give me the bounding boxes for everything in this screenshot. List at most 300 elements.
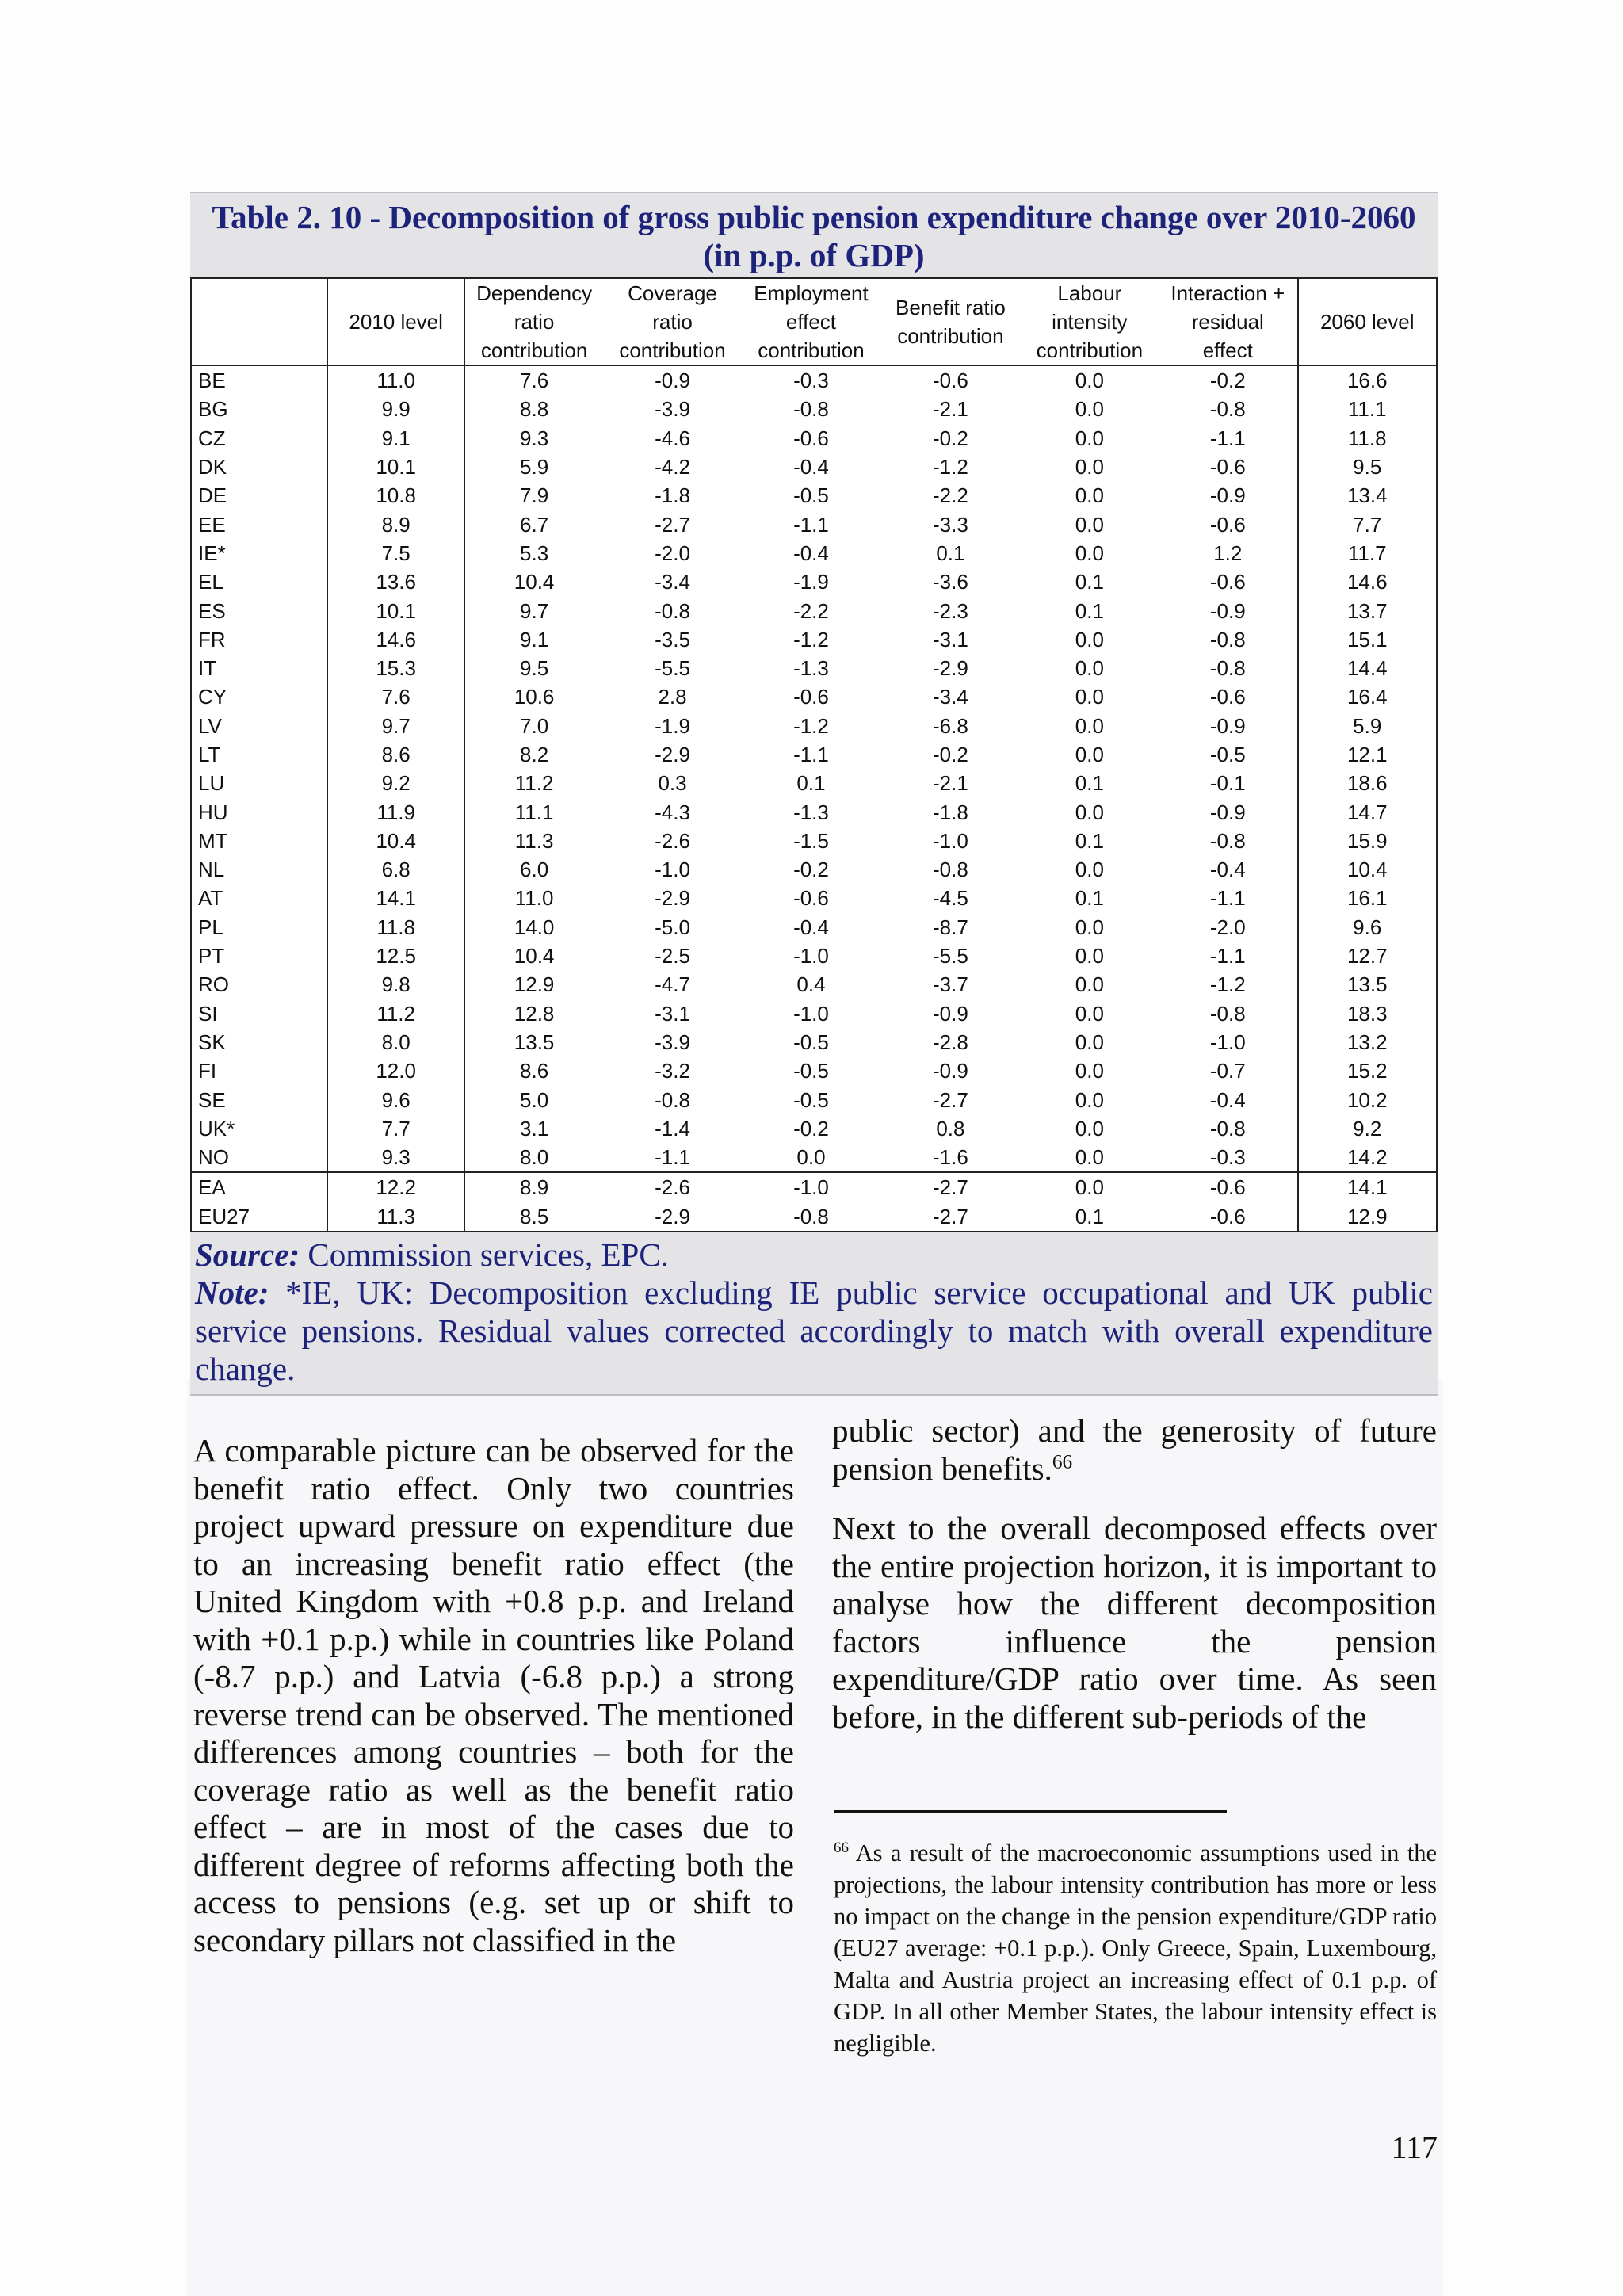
cell-benefit-ratio: -2.7 [933,1087,968,1112]
cell-employment: -1.3 [793,800,829,824]
cell-labour-intensity: 0.0 [1075,1116,1104,1140]
cell-level-2060: 15.2 [1298,1056,1438,1085]
cell-benefit-ratio: -0.2 [933,426,968,450]
table-row [191,884,1437,912]
cell-employment: -1.3 [793,656,829,681]
table-row [191,999,1437,1028]
header-2060-level: 2060 level [1298,278,1438,365]
cell-employment: -0.6 [793,886,829,911]
cell-country: EU27 [198,1204,250,1228]
cell-country: UK* [198,1116,235,1140]
cell-level-2010: 8.9 [327,510,464,538]
cell-interaction-residual: -0.8 [1209,397,1246,422]
table-row [191,1202,1437,1232]
cell-country: FR [198,627,226,651]
cell-benefit-ratio: -8.7 [933,915,968,939]
table-row [191,1028,1437,1056]
cell-interaction-residual: -0.8 [1209,1001,1246,1026]
cell-dependency: 3.1 [464,1114,603,1143]
table-row [191,1114,1437,1143]
table-row [191,913,1437,942]
cell-level-2060: 13.7 [1298,596,1438,625]
cell-labour-intensity: 0.1 [1075,886,1104,911]
cell-level-2010: 9.9 [327,395,464,423]
cell-coverage: -2.6 [603,1172,741,1201]
table-row [191,365,1437,395]
cell-employment: -1.1 [793,512,829,537]
cell-labour-intensity: 0.0 [1075,656,1104,681]
cell-employment: -0.6 [793,426,829,450]
cell-dependency: 14.0 [464,913,603,942]
cell-employment: -1.0 [742,1172,880,1201]
table-row [191,970,1437,999]
right-column [832,1412,1437,1736]
cell-coverage: -2.9 [655,886,690,911]
left-paragraph: A comparable picture can be observed for the benefit ratio effect. Only two countries project upward pressure on expenditure due to an increasing benefit ratio effect (the United Kingdom with +0.8 p.p. and Ireland with +0.1 p.p.) while in countries like Poland (-8.7 p.p.) and Latvia (-6.8 p.p.) a strong reverse trend can be observed. The mentioned differences among countries – both for the coverage ratio as well as the benefit ratio effect – are in most of the cases due to different degree of reforms affecting both the access to pensions (e.g. set up or shift to secondary pillars not classified in the [193,1432,794,1958]
cell-labour-intensity: 0.0 [1075,685,1104,709]
cell-dependency: 8.2 [464,740,603,769]
cell-level-2010: 11.9 [327,797,464,826]
cell-country: DE [198,483,227,508]
cell-dependency: 9.3 [464,424,603,453]
cell-level-2060: 10.2 [1298,1085,1438,1114]
page-number: 117 [1391,2130,1438,2165]
cell-coverage: -3.9 [655,1030,690,1054]
cell-employment: -0.6 [793,685,829,709]
cell-coverage: -1.8 [655,483,690,508]
cell-coverage: 2.8 [658,685,687,709]
cell-benefit-ratio: 0.8 [936,1116,965,1140]
cell-dependency: 12.8 [464,999,603,1028]
cell-level-2060: 16.6 [1298,365,1438,395]
table-row [191,510,1437,538]
cell-interaction-residual: -0.8 [1209,828,1246,853]
table-row [191,1085,1437,1114]
cell-benefit-ratio: -0.8 [933,858,968,882]
table-row [191,740,1437,769]
cell-benefit-ratio: -1.6 [933,1145,968,1170]
cell-labour-intensity: 0.1 [1075,771,1104,796]
cell-interaction-residual: -0.7 [1209,1059,1246,1083]
cell-labour-intensity: 0.0 [1075,1145,1104,1170]
cell-labour-intensity: 0.0 [1075,1087,1104,1112]
cell-interaction-residual: -1.1 [1209,426,1246,450]
cell-benefit-ratio: -0.9 [933,1001,968,1026]
cell-employment: -1.5 [793,828,829,853]
cell-coverage: -4.6 [655,426,690,450]
cell-labour-intensity: 0.0 [1075,627,1104,651]
cell-benefit-ratio: -2.7 [880,1172,1020,1201]
header-dependency-ratio: Dependency ratio contribution [464,278,603,365]
cell-level-2060: 16.1 [1298,884,1438,912]
cell-country: BG [198,397,228,422]
cell-employment: -0.8 [793,397,829,422]
cell-level-2060: 16.4 [1298,682,1438,711]
cell-level-2010: 7.7 [327,1114,464,1143]
cell-level-2060: 12.7 [1298,942,1438,970]
header-coverage-ratio: Coverage ratio contribution [603,278,741,365]
cell-level-2060: 14.1 [1298,1172,1438,1201]
cell-dependency: 8.5 [464,1202,603,1232]
cell-level-2010: 9.7 [327,712,464,740]
cell-coverage: -5.5 [655,656,690,681]
cell-labour-intensity: 0.0 [1021,1172,1159,1201]
cell-coverage: -3.1 [655,1001,690,1026]
cell-employment: -1.2 [793,713,829,738]
cell-dependency: 6.7 [464,510,603,538]
cell-benefit-ratio: -3.3 [933,512,968,537]
cell-interaction-residual: 1.2 [1213,541,1243,565]
cell-country: EE [198,512,226,537]
cell-coverage: -4.7 [655,972,690,997]
cell-benefit-ratio: -6.8 [933,713,968,738]
cell-country: NO [198,1145,229,1170]
cell-country: LV [198,713,222,738]
cell-dependency: 7.0 [464,712,603,740]
cell-level-2010: 9.6 [327,1085,464,1114]
cell-level-2010: 9.3 [327,1143,464,1172]
cell-labour-intensity: 0.0 [1075,397,1104,422]
cell-labour-intensity: 0.0 [1075,483,1104,508]
header-2010-level: 2010 level [327,278,464,365]
cell-level-2060: 9.2 [1298,1114,1438,1143]
cell-level-2060: 15.9 [1298,827,1438,855]
cell-benefit-ratio: -5.5 [933,944,968,968]
table-row [191,424,1437,453]
table-notes [190,1232,1438,1396]
cell-labour-intensity: 0.0 [1075,426,1104,450]
cell-level-2010: 14.1 [327,884,464,912]
cell-level-2010: 11.8 [327,913,464,942]
cell-employment: -1.2 [793,627,829,651]
cell-coverage: -2.9 [655,1204,690,1228]
cell-dependency: 8.0 [464,1143,603,1172]
cell-employment: -0.4 [793,455,829,479]
cell-level-2010: 9.1 [327,424,464,453]
cell-labour-intensity: 0.0 [1075,858,1104,882]
cell-coverage: -2.6 [655,828,690,853]
cell-interaction-residual: -0.1 [1209,771,1246,796]
cell-employment: 0.1 [796,771,826,796]
cell-level-2060: 5.9 [1298,712,1438,740]
cell-interaction-residual: -0.6 [1209,512,1246,537]
table-row [191,539,1437,567]
cell-level-2060: 18.3 [1298,999,1438,1028]
cell-level-2060: 13.4 [1298,481,1438,510]
cell-level-2010: 13.6 [327,567,464,596]
cell-level-2060: 9.6 [1298,913,1438,942]
header-country [191,278,327,365]
cell-dependency: 11.3 [464,827,603,855]
decomposition-table [190,277,1438,1232]
cell-interaction-residual: -1.2 [1209,972,1246,997]
cell-labour-intensity: 0.1 [1075,828,1104,853]
cell-country: MT [198,828,228,853]
table-row [191,481,1437,510]
table-row [191,797,1437,826]
table-row [191,395,1437,423]
cell-labour-intensity: 0.0 [1075,713,1104,738]
right-paragraph-1: public sector) and the generosity of future pension benefits.$^{66}$ [832,1412,1437,1487]
cell-benefit-ratio: -0.2 [933,743,968,766]
cell-employment: -0.4 [793,915,829,939]
cell-coverage: -1.0 [655,858,690,882]
cell-interaction-residual: -1.1 [1209,944,1246,968]
cell-level-2010: 10.1 [327,453,464,481]
cell-employment: -0.5 [793,483,829,508]
cell-interaction-residual: -0.4 [1209,1087,1246,1112]
cell-dependency: 12.9 [464,970,603,999]
cell-level-2060: 10.4 [1298,855,1438,884]
cell-employment: -0.2 [793,858,829,882]
cell-coverage: -0.8 [655,1087,690,1112]
cell-country: NL [198,858,225,882]
cell-level-2060: 11.8 [1298,424,1438,453]
cell-dependency: 5.9 [464,453,603,481]
cell-benefit-ratio: -2.8 [933,1030,968,1054]
cell-benefit-ratio: -3.1 [933,627,968,651]
cell-benefit-ratio: -2.1 [933,771,968,796]
cell-interaction-residual: -0.6 [1159,1172,1297,1201]
cell-country: RO [198,972,229,997]
cell-benefit-ratio: -2.3 [933,598,968,623]
cell-employment: -1.0 [793,1001,829,1026]
footnote-rule [834,1810,1227,1813]
table-row [191,827,1437,855]
cell-level-2060: 13.2 [1298,1028,1438,1056]
cell-country: EL [198,570,223,594]
cell-coverage: -1.1 [655,1145,690,1170]
cell-labour-intensity: 0.0 [1075,915,1104,939]
cell-interaction-residual: -1.1 [1209,886,1246,911]
cell-interaction-residual: -0.3 [1209,1145,1246,1170]
cell-interaction-residual: -0.9 [1209,713,1246,738]
cell-benefit-ratio: 0.1 [936,541,965,565]
table-source: Source: Commission services, EPC. [195,1236,669,1273]
cell-country: EA [191,1172,327,1201]
cell-level-2060: 12.9 [1298,1202,1438,1232]
cell-level-2060: 15.1 [1298,625,1438,654]
cell-interaction-residual: -0.6 [1209,685,1246,709]
cell-dependency: 6.0 [464,855,603,884]
cell-level-2010: 15.3 [327,654,464,682]
cell-dependency: 8.6 [464,1056,603,1085]
cell-interaction-residual: -0.8 [1209,627,1246,651]
cell-coverage: -0.8 [655,598,690,623]
cell-coverage: -3.9 [655,397,690,422]
table-panel [190,192,1438,1396]
left-column [193,1432,794,1959]
cell-level-2010: 7.5 [327,539,464,567]
cell-country: SI [198,1001,218,1026]
cell-coverage: -3.4 [655,570,690,594]
cell-dependency: 11.2 [464,769,603,797]
cell-employment: 0.0 [796,1145,826,1170]
table-row [191,567,1437,596]
cell-coverage: -1.4 [655,1116,690,1140]
table-header-row [191,278,1437,365]
cell-benefit-ratio: -1.8 [933,800,968,824]
cell-coverage: -2.0 [655,541,690,565]
cell-level-2010: 8.6 [327,740,464,769]
cell-labour-intensity: 0.1 [1075,570,1104,594]
cell-benefit-ratio: -1.0 [933,828,968,853]
cell-level-2060: 12.1 [1298,740,1438,769]
cell-level-2010: 9.2 [327,769,464,797]
cell-benefit-ratio: -1.2 [933,455,968,479]
footnote-reference[interactable]: 66 [1052,1450,1073,1473]
table-title: Table 2. 10 - Decomposition of gross public pension expenditure change over 2010-2060 [212,199,1416,235]
cell-labour-intensity: 0.1 [1075,598,1104,623]
table-row [191,596,1437,625]
cell-level-2010: 11.2 [327,999,464,1028]
cell-coverage: -3.2 [655,1059,690,1083]
cell-country: PT [198,944,225,968]
cell-level-2010: 9.8 [327,970,464,999]
table-note: Note: *IE, UK: Decomposition excluding IE public service occupational and UK public service pensions. Residual values corrected accordingly to match with overall expenditure change. [195,1274,1434,1387]
cell-interaction-residual: -0.6 [1209,455,1246,479]
cell-employment: -0.4 [793,541,829,565]
cell-interaction-residual: -0.9 [1209,800,1246,824]
cell-country: LU [198,771,225,796]
cell-benefit-ratio: -2.2 [933,483,968,508]
footnote-66: $^{66}$ As a result of the macroeconomic assumptions used in the projections, the labour intensity contribution has more or less no impact on the change in the pension expenditure/GDP ratio (EU27 average: +0.1 p.p.). Only Greece, Spain, Luxembourg, Malta and Austria project an increasing effect of 0.1 p.p. of GDP. In all other Member States, the labour intensity effect is negligible. [834,1839,1437,2057]
cell-employment: -0.2 [793,1116,829,1140]
cell-labour-intensity: 0.0 [1075,1030,1104,1054]
cell-country: SE [198,1087,226,1112]
cell-dependency: 5.0 [464,1085,603,1114]
cell-interaction-residual: -0.6 [1209,1204,1246,1228]
cell-dependency: 7.9 [464,481,603,510]
table-row [191,769,1437,797]
cell-employment: -1.1 [793,743,829,766]
cell-level-2010: 7.6 [327,682,464,711]
cell-employment: -0.3 [793,369,829,393]
cell-interaction-residual: -0.9 [1209,483,1246,508]
cell-employment: -1.0 [793,944,829,968]
cell-coverage: -2.7 [655,512,690,537]
cell-coverage: -3.5 [655,627,690,651]
cell-level-2060: 14.6 [1298,567,1438,596]
cell-benefit-ratio: -3.6 [933,570,968,594]
cell-level-2010: 12.0 [327,1056,464,1085]
table-row [191,1143,1437,1172]
cell-employment: -0.5 [793,1030,829,1054]
cell-labour-intensity: 0.0 [1075,541,1104,565]
cell-level-2010: 10.8 [327,481,464,510]
cell-employment: 0.4 [796,972,826,997]
cell-employment: -2.2 [793,598,829,623]
cell-labour-intensity: 0.0 [1075,1001,1104,1026]
cell-dependency: 9.5 [464,654,603,682]
table-caption [190,192,1438,277]
cell-dependency: 11.0 [464,884,603,912]
cell-country: LT [198,743,221,766]
cell-dependency: 10.4 [464,942,603,970]
cell-interaction-residual: -2.0 [1209,915,1246,939]
cell-coverage: -5.0 [655,915,690,939]
cell-employment: -1.9 [793,570,829,594]
cell-benefit-ratio: -0.9 [933,1059,968,1083]
cell-coverage: 0.3 [658,771,687,796]
table-row [191,453,1437,481]
cell-dependency: 11.1 [464,797,603,826]
header-labour-intensity: Labour intensity contribution [1021,278,1159,365]
cell-benefit-ratio: -4.5 [933,886,968,911]
table-row [191,1056,1437,1085]
cell-labour-intensity: 0.0 [1075,512,1104,537]
cell-level-2010: 14.6 [327,625,464,654]
cell-labour-intensity: 0.0 [1075,800,1104,824]
cell-interaction-residual: -1.0 [1209,1030,1246,1054]
cell-coverage: -2.9 [655,743,690,766]
cell-level-2010: 12.5 [327,942,464,970]
cell-benefit-ratio: -2.9 [933,656,968,681]
cell-country: HU [198,800,228,824]
table-row [191,855,1437,884]
header-benefit-ratio: Benefit ratio contribution [880,278,1020,365]
header-interaction-residual: Interaction + residual effect [1159,278,1297,365]
cell-country: AT [198,886,223,911]
table-row [191,942,1437,970]
cell-dependency: 7.6 [464,365,603,395]
cell-country: DK [198,455,227,479]
cell-dependency: 9.7 [464,596,603,625]
cell-country: BE [198,369,226,393]
cell-labour-intensity: 0.0 [1075,972,1104,997]
cell-coverage: -1.9 [655,713,690,738]
cell-labour-intensity: 0.0 [1075,944,1104,968]
cell-level-2060: 7.7 [1298,510,1438,538]
cell-dependency: 10.4 [464,567,603,596]
cell-level-2010: 6.8 [327,855,464,884]
table-row [191,682,1437,711]
cell-level-2060: 14.2 [1298,1143,1438,1172]
table-row [191,625,1437,654]
cell-benefit-ratio: -0.6 [933,369,968,393]
table-row [191,712,1437,740]
cell-country: CY [198,685,227,709]
cell-dependency: 8.9 [464,1172,603,1201]
cell-labour-intensity: 0.0 [1075,455,1104,479]
cell-benefit-ratio: -3.4 [933,685,968,709]
cell-labour-intensity: 0.1 [1075,1204,1104,1228]
cell-coverage: -4.2 [655,455,690,479]
cell-level-2060: 9.5 [1298,453,1438,481]
cell-level-2060: 11.1 [1298,395,1438,423]
cell-employment: -0.5 [793,1087,829,1112]
cell-interaction-residual: -0.8 [1209,1116,1246,1140]
cell-country: IE* [198,541,226,565]
cell-dependency: 10.6 [464,682,603,711]
cell-level-2010: 8.0 [327,1028,464,1056]
header-employment-effect: Employment effect contribution [742,278,880,365]
cell-benefit-ratio: -2.1 [933,397,968,422]
cell-benefit-ratio: -3.7 [933,972,968,997]
cell-interaction-residual: -0.9 [1209,598,1246,623]
cell-employment: -0.5 [793,1059,829,1083]
cell-interaction-residual: -0.4 [1209,858,1246,882]
cell-level-2010: 11.0 [327,365,464,395]
cell-coverage: -2.5 [655,944,690,968]
cell-interaction-residual: -0.5 [1209,743,1246,766]
cell-dependency: 5.3 [464,539,603,567]
cell-interaction-residual: -0.8 [1209,656,1246,681]
cell-labour-intensity: 0.0 [1075,743,1104,766]
cell-coverage: -0.9 [655,369,690,393]
table-body [191,365,1437,1232]
cell-country: IT [198,656,217,681]
